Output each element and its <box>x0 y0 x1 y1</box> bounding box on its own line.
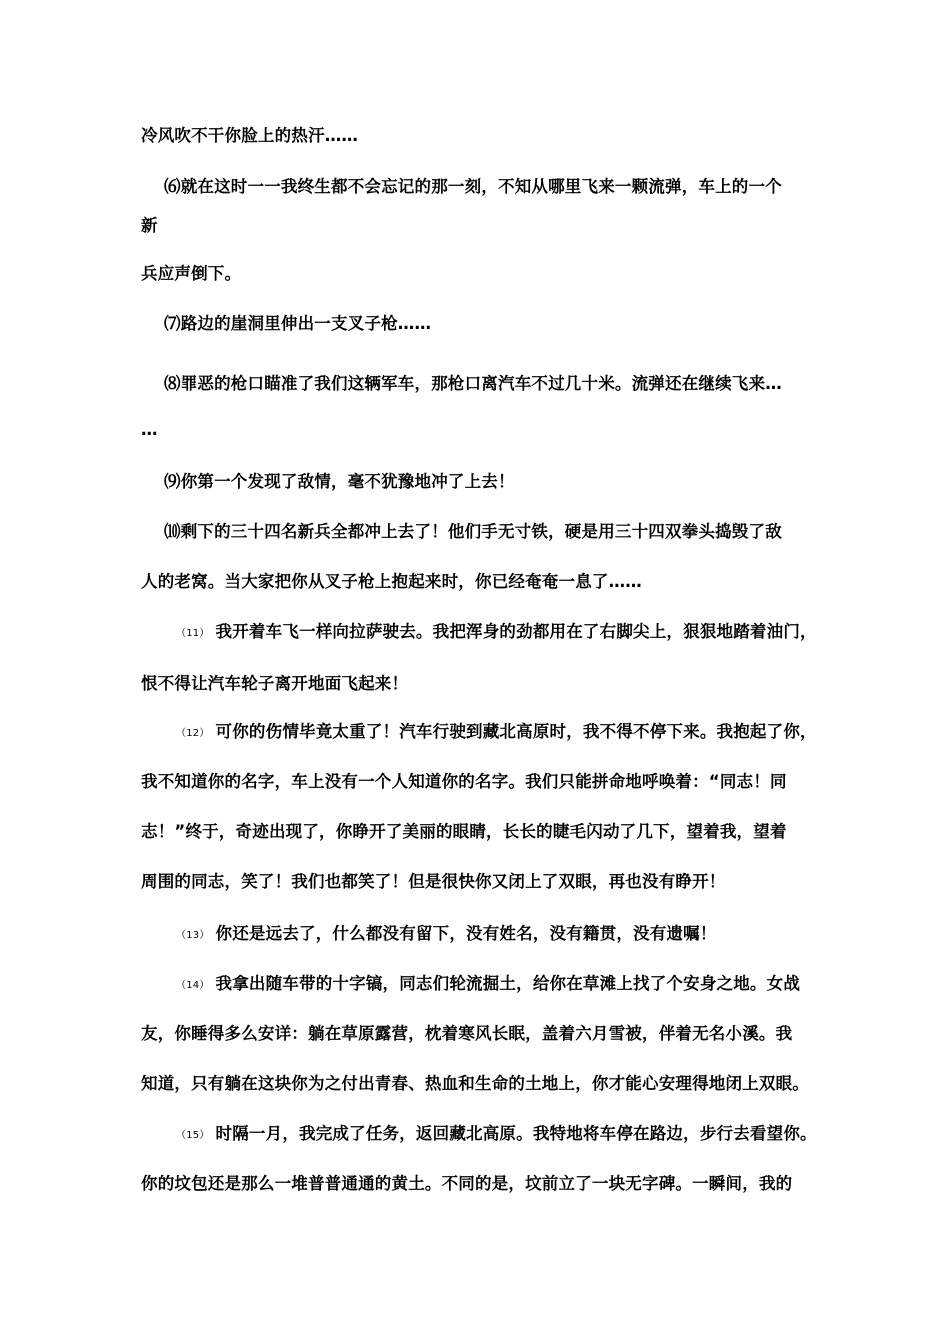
text-line: ⑻罪恶的枪口瞄准了我们这辆军车，那枪口离汽车不过几十米。流弹还在继续飞来… <box>164 374 782 393</box>
paragraph-marker: （14） <box>176 980 210 991</box>
text-line: 新 <box>141 216 158 235</box>
text-line: ⑺路边的崖洞里伸出一支叉子枪…… <box>164 314 432 333</box>
text-line: … <box>141 420 158 439</box>
paragraph-line <box>176 722 817 744</box>
text-line: 我不知道你的名字，车上没有一个人知道你的名字。我们只能拼命地呼唤着：“同志！同 <box>141 772 787 791</box>
text-line: 志！”终于，奇迹出现了，你睁开了美丽的眼睛，长长的睫毛闪动了几下，望着我，望着 <box>141 822 787 841</box>
text-line: 人的老窝。当大家把你从叉子枪上抱起来时，你已经奄奄一息了…… <box>141 572 642 591</box>
text-line: 我拿出随车带的十字镐，同志们轮流掘土，给你在草滩上找了个安身之地。女战 <box>215 974 801 993</box>
paragraph-line <box>176 924 717 946</box>
paragraph-line <box>176 974 800 996</box>
paragraph-marker: （15） <box>176 1130 210 1141</box>
text-line: 你还是远去了，什么都没有留下，没有姓名，没有籍贯，没有遗嘱！ <box>215 924 717 943</box>
text-line: 我开着车飞一样向拉萨驶去。我把浑身的劲都用在了右脚尖上，狠狠地踏着油门， <box>215 622 817 641</box>
paragraph-line <box>176 622 817 644</box>
text-line: 兵应声倒下。 <box>141 264 242 283</box>
paragraph-marker: （11） <box>176 628 210 639</box>
paragraph-marker: （13） <box>176 930 210 941</box>
text-line: 恨不得让汽车轮子离开地面飞起来！ <box>141 674 409 693</box>
text-line: 可你的伤情毕竟太重了！汽车行驶到藏北高原时，我不得不停下来。我抱起了你， <box>215 722 817 741</box>
text-line: 周围的同志，笑了！我们也都笑了！但是很快你又闭上了双眼，再也没有睁开！ <box>141 872 726 891</box>
text-line: 时隔一月，我完成了任务，返回藏北高原。我特地将车停在路边，步行去看望你。 <box>215 1124 817 1143</box>
text-line: 你的坟包还是那么一堆普普通通的黄土。不同的是，坟前立了一块无字碑。一瞬间，我的 <box>141 1174 793 1193</box>
text-line: 知道，只有躺在这块你为之付出青春、热血和生命的土地上，你才能心安理得地闭上双眼。 <box>141 1074 809 1093</box>
text-line: 冷风吹不干你脸上的热汗…… <box>141 126 359 145</box>
text-line: ⑹就在这时一一我终生都不会忘记的那一刻，不知从哪里飞来一颗流弹，车上的一个 <box>164 177 782 196</box>
paragraph-line <box>176 1124 817 1146</box>
paragraph-marker: （12） <box>176 728 210 739</box>
text-line: ⑼你第一个发现了敌情，毫不犹豫地冲了上去！ <box>164 472 515 491</box>
text-line: ⑽剩下的三十四名新兵全都冲上去了！他们手无寸铁，硬是用三十四双拳头捣毁了敌 <box>164 522 782 541</box>
text-line: 友，你睡得多么安详：躺在草原露营，枕着寒风长眠，盖着六月雪被，伴着无名小溪。我 <box>141 1024 793 1043</box>
